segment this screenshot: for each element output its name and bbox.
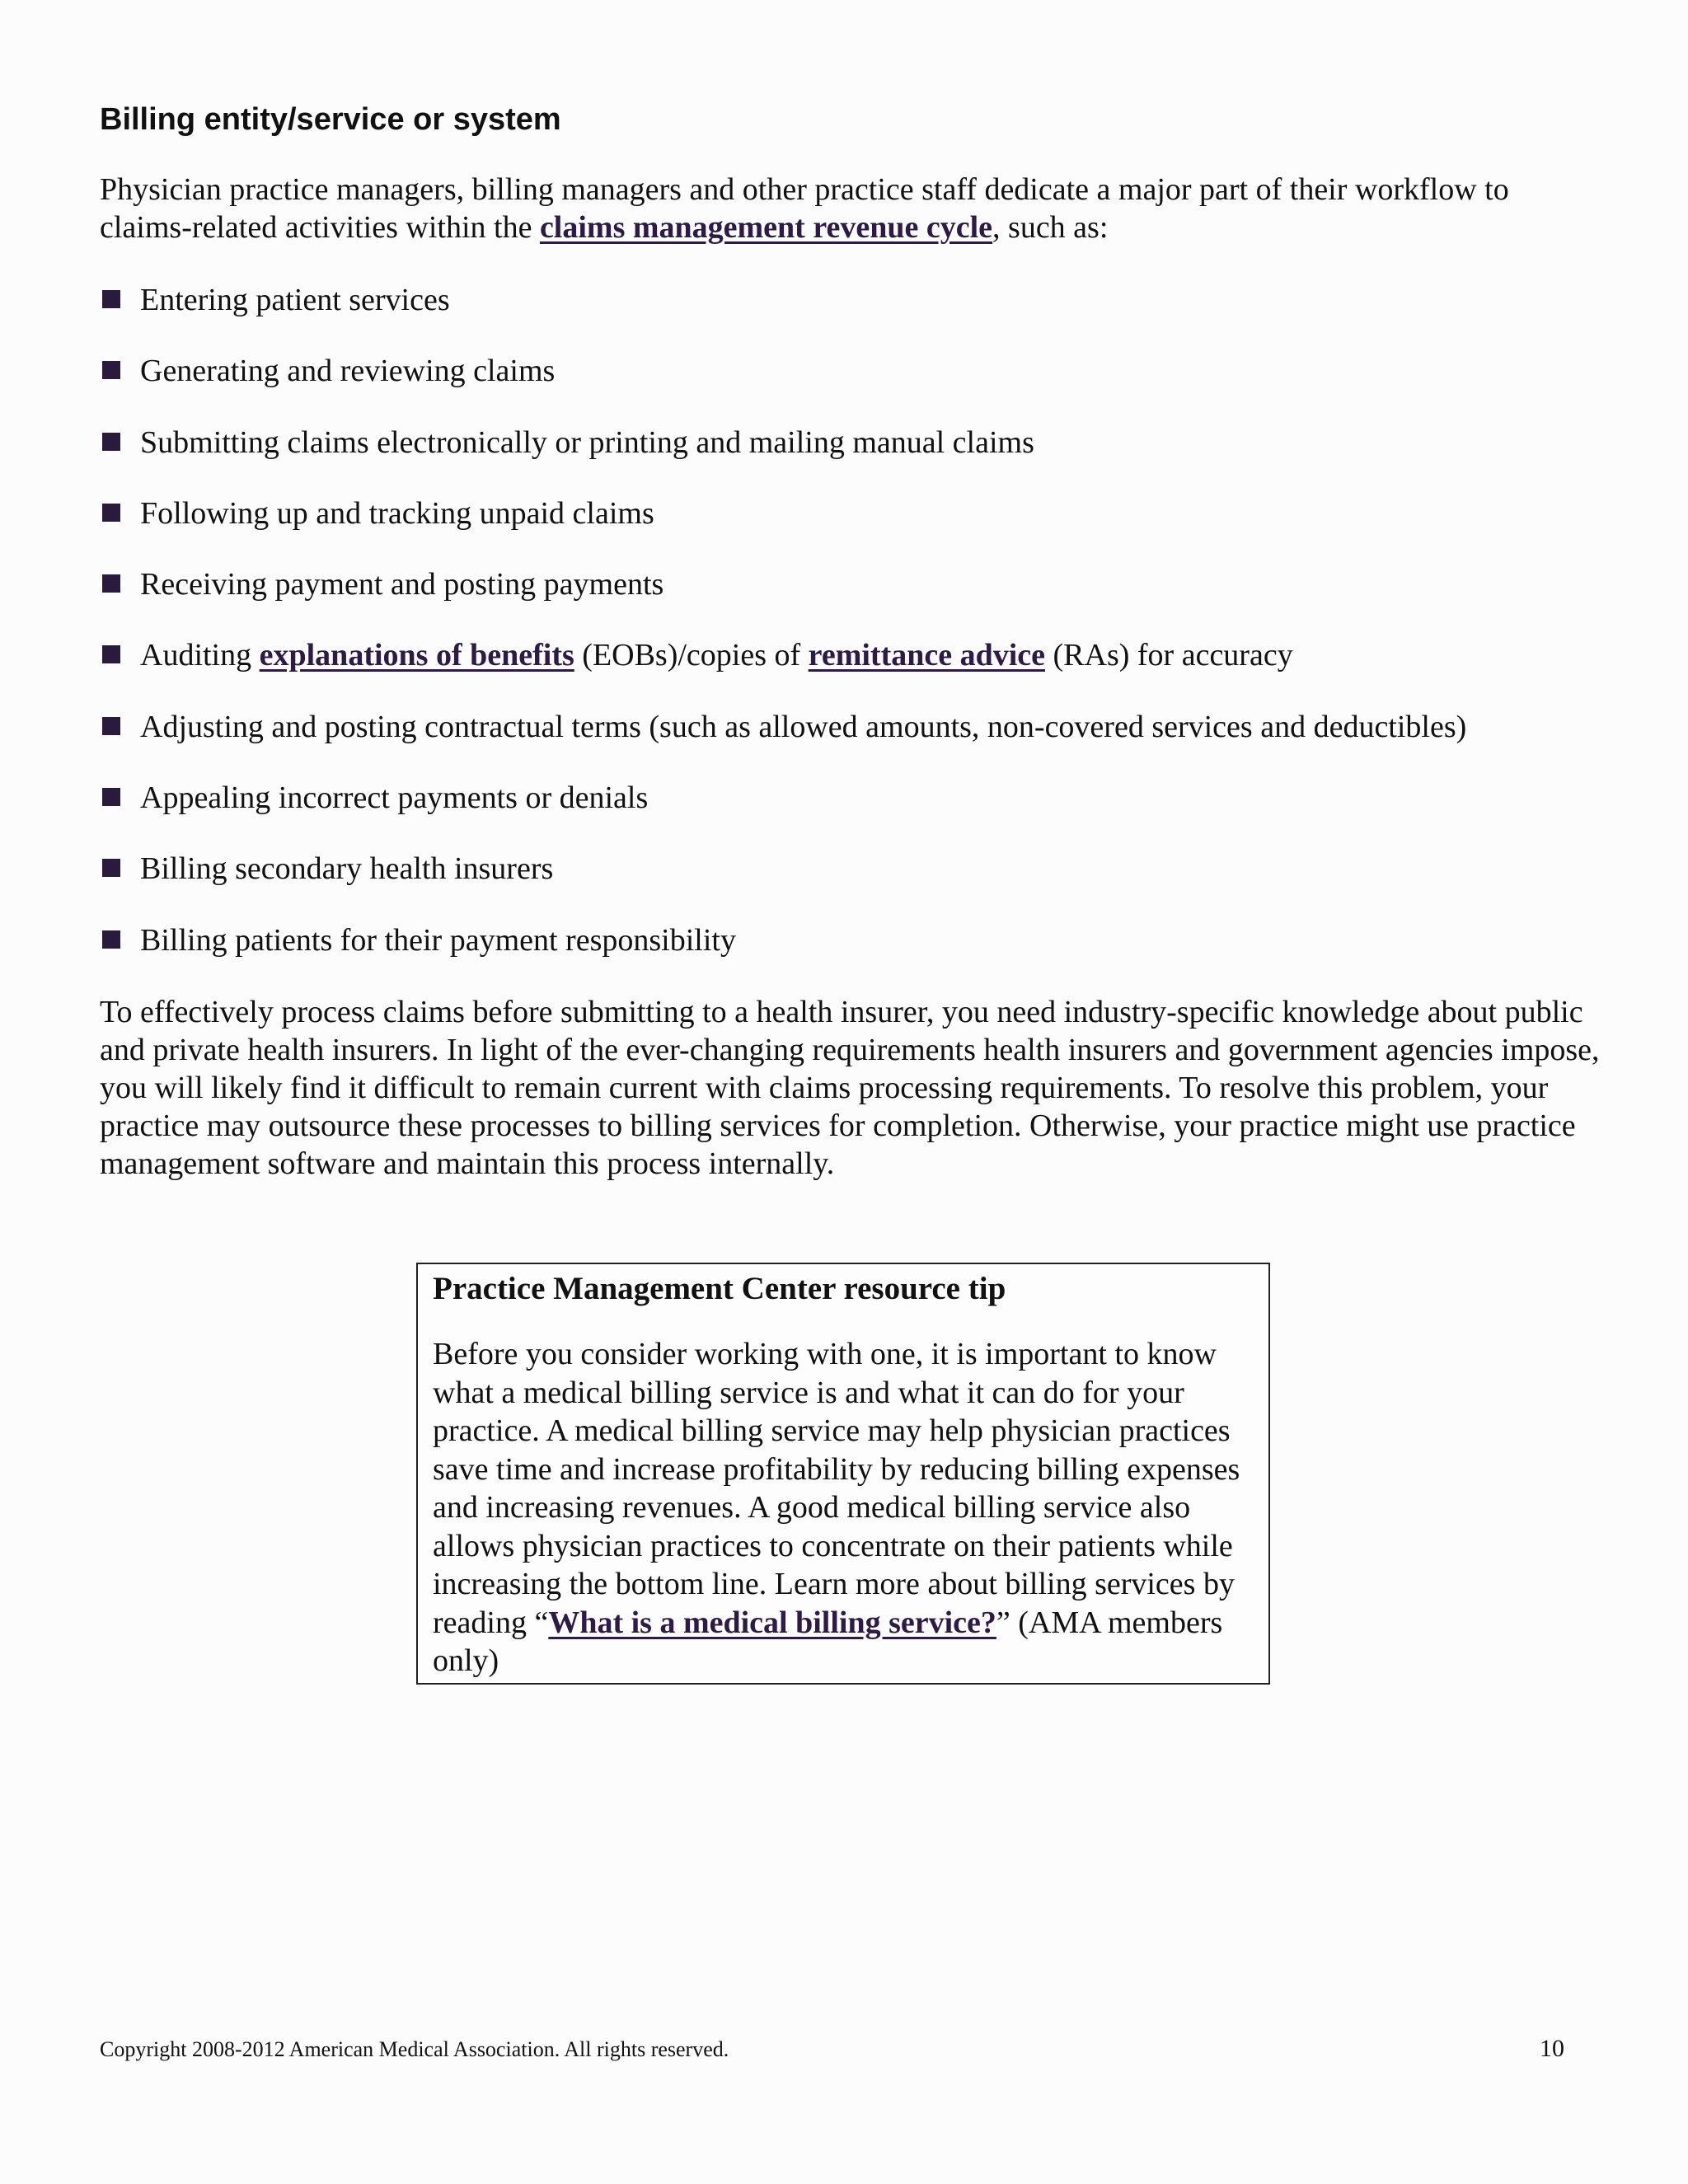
- square-bullet-icon: [102, 788, 120, 806]
- list-item-text: Appealing incorrect payments or denials: [140, 780, 649, 816]
- page-number: 10: [1540, 2035, 1564, 2062]
- square-bullet-icon: [102, 930, 120, 949]
- tip-text-after: ” (AMA members only): [433, 1605, 1223, 1678]
- list-item-text: Generating and reviewing claims: [140, 354, 556, 389]
- list-item: [100, 847, 1600, 918]
- square-bullet-icon: [102, 290, 120, 308]
- list-item: [100, 421, 1600, 492]
- list-item-text-middle: (EOBs)/copies of: [574, 638, 809, 673]
- intro-text-after: , such as:: [992, 210, 1109, 245]
- list-item: [100, 563, 1600, 634]
- list-item-text: Entering patient services: [140, 283, 450, 317]
- list-item-text-suffix: (RAs) for accuracy: [1045, 638, 1293, 673]
- medical-billing-service-link[interactable]: What is a medical billing service?: [548, 1605, 996, 1640]
- list-item-text: Adjusting and posting contractual terms (such as allowed amounts, non-covered services and deductibles): [140, 709, 1467, 744]
- tip-title: Practice Management Center resource tip: [433, 1271, 1006, 1306]
- list-item-text: Billing secondary health insurers: [140, 851, 554, 887]
- list-item: [100, 776, 1600, 847]
- list-item: [100, 279, 1600, 349]
- square-bullet-icon: [102, 574, 120, 593]
- footer-copyright: Copyright 2008-2012 American Medical Association. All rights reserved.: [100, 2037, 729, 2061]
- square-bullet-icon: [102, 859, 120, 877]
- square-bullet-icon: [102, 645, 120, 663]
- list-item-text: Submitting claims electronically or printing and mailing manual claims: [140, 424, 1034, 460]
- list-item-text: Receiving payment and posting payments: [140, 567, 664, 602]
- square-bullet-icon: [102, 504, 120, 522]
- remittance-advice-link[interactable]: remittance advice: [808, 638, 1046, 673]
- list-item-text: Following up and tracking unpaid claims: [140, 495, 654, 531]
- list-item-text: Billing patients for their payment responsibility: [140, 922, 736, 958]
- square-bullet-icon: [102, 361, 120, 379]
- intro-paragraph: [100, 171, 1600, 246]
- resource-tip-box: [416, 1263, 1270, 1685]
- section-heading: Billing entity/service or system: [100, 102, 561, 137]
- claims-activities-list: [100, 279, 1600, 990]
- list-item: [100, 634, 1600, 705]
- list-item: [100, 919, 1600, 990]
- square-bullet-icon: [102, 433, 120, 451]
- tip-text-before: Before you consider working with one, it is important to know what a medical billing service is and what it can do for your practice. A medical billing service may help physician practices save time and increase profitability by reducing billing expenses and increasing revenues. A good medical billing service also allows physician practices to concentrate on their patients while increasing the bottom line. Learn more about billing services by reading “: [433, 1337, 1240, 1640]
- intro-text-before: Physician practice managers, billing managers and other practice staff dedicate a major part of their workflow to claims-related activities within the: [100, 172, 1509, 245]
- explanations-of-benefits-link[interactable]: explanations of benefits: [259, 638, 574, 673]
- claims-management-revenue-cycle-link[interactable]: claims management revenue cycle: [539, 210, 993, 245]
- square-bullet-icon: [102, 717, 120, 735]
- list-item-text-prefix: Auditing: [140, 638, 260, 673]
- body-paragraph: To effectively process claims before submitting to a health insurer, you need industry-specific knowledge about public and private health insurers. In light of the ever-changing requirements health insurers and government agencies impose, you will likely find it difficult to remain current with claims processing requirements. To resolve this problem, your practice may outsource these processes to billing services for completion. Otherwise, your practice might use practice management software and maintain this process internally.: [100, 995, 1600, 1181]
- list-item: [100, 492, 1600, 563]
- list-item: [100, 705, 1600, 776]
- list-item: [100, 349, 1600, 420]
- tip-body: [433, 1335, 1259, 1680]
